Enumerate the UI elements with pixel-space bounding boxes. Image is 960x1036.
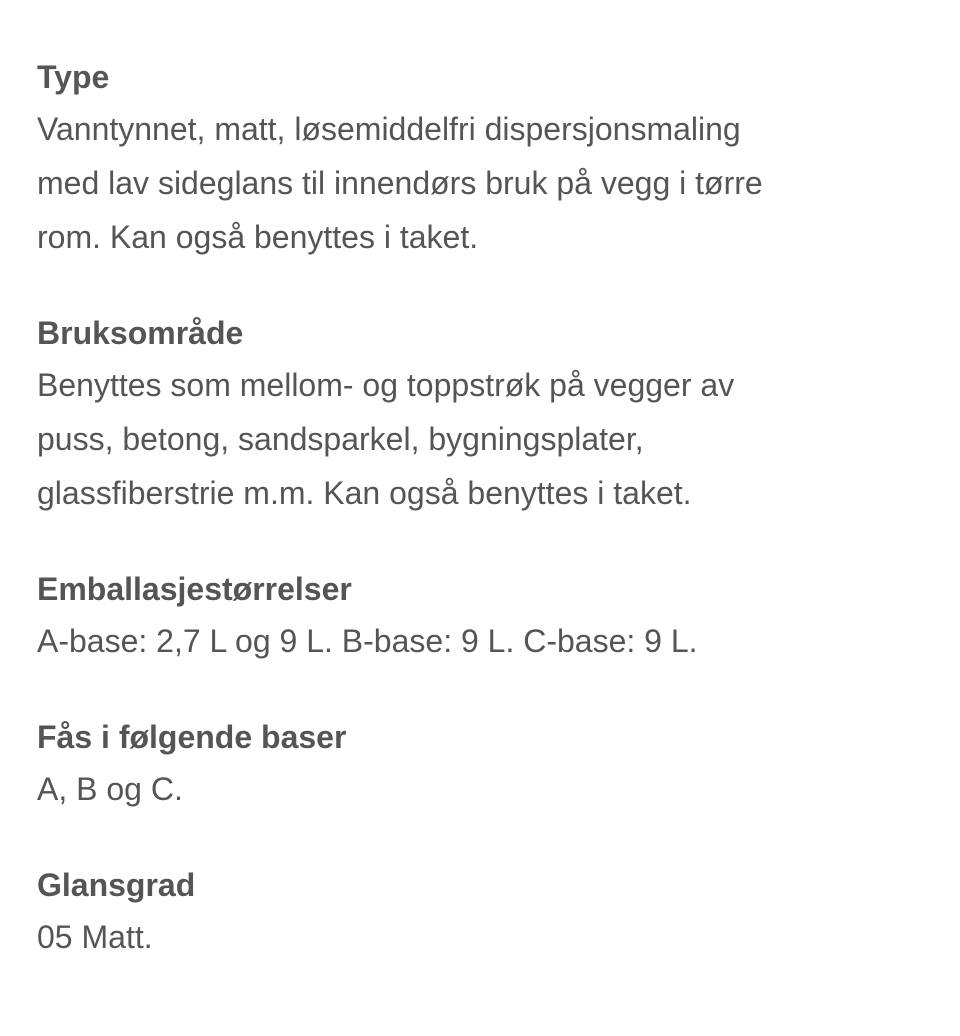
- section-baser: [37, 712, 960, 816]
- section-text: A-base: 2,7 L og 9 L. B-base: 9 L. C-base: 9 L.: [37, 623, 698, 659]
- section-text: Vanntynnet, matt, løsemiddelfri dispersjonsmaling: [37, 111, 741, 147]
- section-bruksomrade: [37, 308, 960, 520]
- section-text: Benyttes som mellom- og toppstrøk på vegger av: [37, 367, 735, 403]
- section-text: A, B og C.: [37, 771, 183, 807]
- section-text: puss, betong, sandsparkel, bygningsplater,: [37, 421, 644, 457]
- section-type: [37, 52, 960, 264]
- section-text: rom. Kan også benyttes i taket.: [37, 219, 479, 255]
- section-heading: Emballasjestørrelser: [37, 571, 352, 607]
- section-glansgrad: [37, 860, 960, 964]
- section-heading: Fås i følgende baser: [37, 719, 347, 755]
- section-emballasje: [37, 564, 960, 668]
- section-text: 05 Matt.: [37, 919, 153, 955]
- section-heading: Type: [37, 59, 110, 95]
- section-text: glassfiberstrie m.m. Kan også benyttes i taket.: [37, 475, 692, 511]
- section-text: med lav sideglans til innendørs bruk på vegg i tørre: [37, 165, 763, 201]
- section-heading: Bruksområde: [37, 315, 244, 351]
- section-heading: Glansgrad: [37, 867, 196, 903]
